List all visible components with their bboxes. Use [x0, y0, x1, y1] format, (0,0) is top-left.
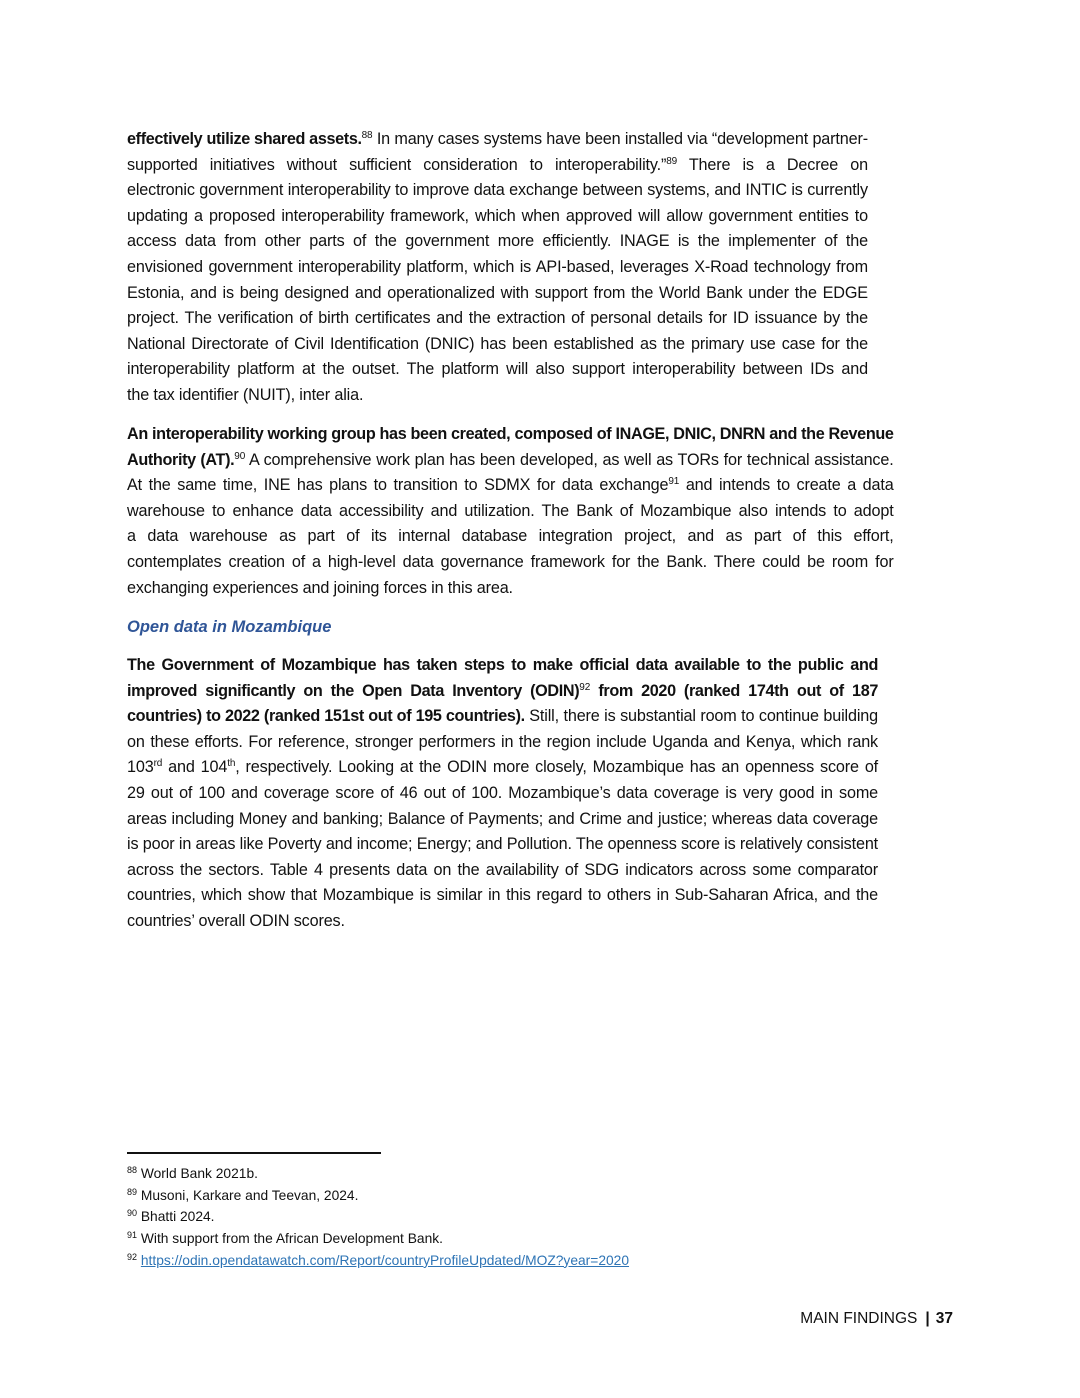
text-line: supported initiatives without sufficient consideration to interoperability.”$^{89}$ There is a Decree on [127, 155, 868, 174]
footnote-88: $^{88}$ World Bank 2021b. [127, 1165, 258, 1181]
paragraph-interoperability-systems [127, 127, 868, 409]
text-line: areas including Money and banking; Balance of Payments; and Crime and justice; whereas data coverage [127, 809, 879, 828]
text-line: electronic government interoperability to improve data exchange between systems, and INTIC is currently [127, 181, 868, 200]
text-line: on these efforts. For reference, stronger performers in the region include Uganda and Kenya, which rank [127, 732, 879, 751]
footnote-ref-88[interactable]: 88 [361, 130, 373, 141]
text-line: 29 out of 100 and coverage score of 46 out of 100. Mozambique’s data coverage is very good in some [127, 783, 879, 802]
footnote-ref-89[interactable]: 89 [666, 155, 678, 167]
text-line: exchanging experiences and joining forces in this area. [127, 578, 513, 597]
text-line: At the same time, INE has plans to transition to SDMX for data exchange$^{91}$ and intends to create a data [127, 476, 894, 495]
text-line: across the sectors. Table 4 presents data on the availability of SDG indicators across some comparator [127, 860, 879, 879]
footnote-92: $^{92}$ https://odin.opendatawatch.com/Report/countryProfileUpdated/MOZ?year=2020 [127, 1251, 630, 1268]
text-line: is poor in areas like Poverty and income; Energy; and Pollution. The openness score is relatively consistent [127, 835, 879, 854]
text-line: project. The verification of birth certificates and the extraction of personal details for ID issuance by the [127, 309, 868, 328]
odin-link[interactable]: https://odin.opendatawatch.com/Report/countryProfileUpdated/MOZ?year=2020 [140, 1252, 630, 1268]
text-line: countries’ overall ODIN scores. [127, 911, 345, 930]
text-line: envisioned government interoperability platform, which is API-based, leverages X-Road technology from [127, 257, 868, 276]
text-line: the tax identifier (NUIT), inter alia. [127, 385, 364, 404]
text-line: updating a proposed interoperability framework, which when approved will allow government entities to [127, 206, 868, 225]
text-line: countries, which show that Mozambique is similar in this regard to others in Sub-Saharan Africa, and the [127, 886, 879, 905]
text-line: warehouse to enhance data accessibility and utilization. The Bank of Mozambique also intends to adopt [127, 501, 894, 520]
text-line: a data warehouse as part of its internal database integration project, and as part of this effort, [127, 527, 894, 546]
footnotes [127, 1163, 827, 1271]
text-line: effectively utilize shared assets.$^{88}$ In many cases systems have been installed via “development partner- [127, 130, 868, 148]
footnote-ref-92[interactable]: 92 [579, 681, 591, 693]
text-line: countries) to 2022 (ranked 151st out of 195 countries). Still, there is substantial room to continue building [127, 707, 878, 726]
footnote-89: $^{89}$ Musoni, Karkare and Teevan, 2024. [127, 1186, 359, 1203]
footnote-91: $^{91}$ With support from the African Development Bank. [127, 1230, 443, 1247]
page-number: 37 [935, 1310, 953, 1327]
footer-section-title: MAIN FINDINGS [800, 1310, 918, 1327]
text-line: contemplates creation of a high-level data governance framework for the Bank. There could be room for [127, 552, 894, 571]
text-line: access data from other parts of the government more efficiently. INAGE is the implementer of the [127, 232, 868, 251]
text-line: An interoperability working group has been created, composed of INAGE, DNIC, DNRN and the Revenue [127, 425, 894, 443]
text-line: Estonia, and is being designed and operationalized with support from the World Bank under the EDGE [127, 283, 868, 302]
footnote-ref-91[interactable]: 91 [668, 476, 680, 488]
section-heading: Open data in Mozambique [127, 618, 332, 636]
text-line: Authority (AT).$^{90}$ A comprehensive work plan has been developed, as well as TORs for technical assistance. [127, 450, 894, 469]
footnote-90: $^{90}$ Bhatti 2024. [127, 1208, 215, 1225]
text-line: interoperability platform at the outset. The platform will also support interoperability between IDs and [127, 360, 868, 379]
footnote-ref-90[interactable]: 90 [234, 450, 246, 462]
footnote-divider [127, 1152, 381, 1154]
paragraph-working-group [127, 422, 894, 601]
footer-separator: | [925, 1310, 930, 1327]
page-footer [800, 1310, 953, 1328]
text-line: National Directorate of Civil Identification (DNIC) has been established as the primary use case for the [127, 334, 868, 353]
text-line: improved significantly on the Open Data Inventory (ODIN)$^{92}$ from 2020 (ranked 174th out of 187 [127, 681, 879, 700]
paragraph-open-data [127, 653, 878, 935]
text-line: The Government of Mozambique has taken steps to make official data available to the public and [127, 656, 879, 674]
text-line: 103rd and 104th, respectively. Looking at the ODIN more closely, Mozambique has an openness score of [127, 758, 879, 777]
